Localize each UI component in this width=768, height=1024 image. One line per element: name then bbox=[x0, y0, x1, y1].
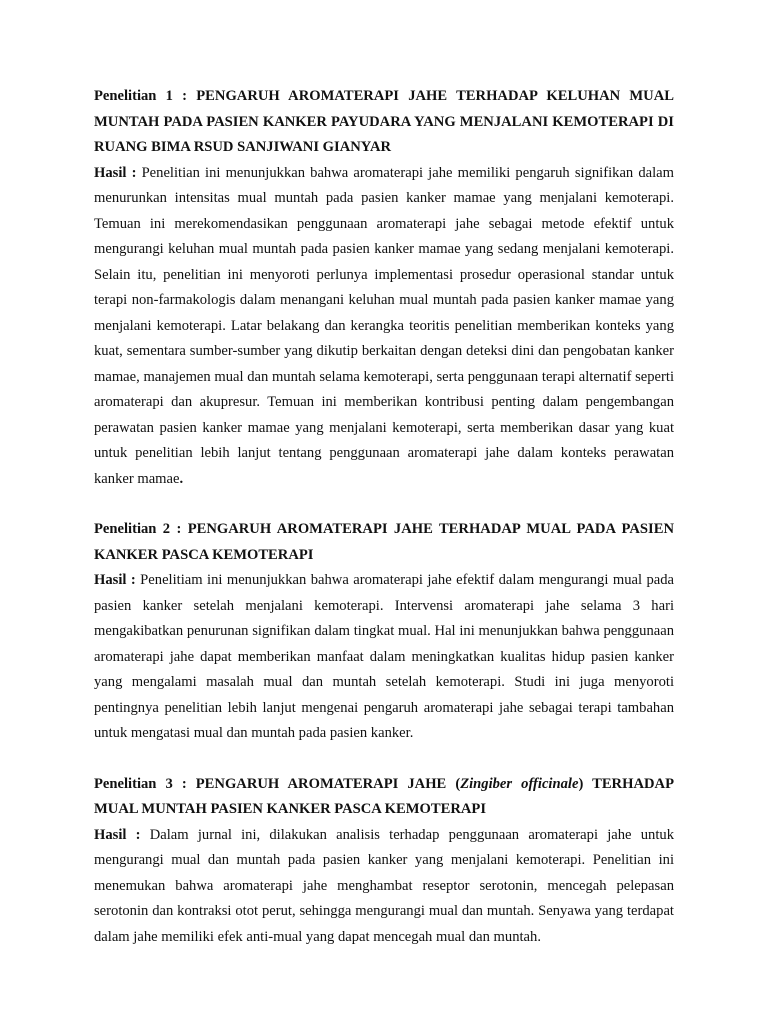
study-2-result-label: Hasil : bbox=[94, 572, 141, 588]
study-3-title-after: ) TERHADAP MUAL MUNTAH PASIEN KANKER PASCA KEMOTERAPI bbox=[94, 775, 674, 817]
study-1-title: PENGARUH AROMATERAPI JAHE TERHADAP KELUHAN MUAL MUNTAH PADA PASIEN KANKER PAYUDARA YANG MENJALANI KEMOTERAPI DI RUANG BIMA RSUD SANJIWANI GIANYAR bbox=[94, 88, 674, 155]
study-3-title-before: PENGARUH AROMATERAPI JAHE ( bbox=[195, 775, 461, 792]
study-1-result-text: Penelitian ini menunjukkan bahwa aromaterapi jahe memiliki pengaruh signifikan dalam menurunkan intensitas mual muntah pada pasien kanker mamae yang menjalani kemoterapi. Temuan ini merekomendasikan penggunaan aromaterapi jahe sebagai metode efektif untuk mengurangi keluhan mual muntah pada pasien kanker mamae yang sedang menjalani kemoterapi. Selain itu, penelitian ini menyoroti perlunya implementasi prosedur operasional standar untuk terapi non-farmakologis dalam menangani keluhan mual muntah pada pasien kanker mamae yang menjalani kemoterapi. Latar belakang dan kerangka teoritis penelitian memberikan konteks yang kuat, sementara sumber-sumber yang dikutip berkaitan dengan deteksi dini dan pengobatan kanker mamae, manajemen mual dan muntah selama kemoterapi, serta penggunaan terapi alternatif seperti aromaterapi dan akupresur. Temuan ini memberikan kontribusi penting dalam pengembangan perawatan pasien kanker mamae yang menjalani kemoterapi, serta memberikan dasar yang kuat untuk penelitian lebih lanjut tentang penggunaan aromaterapi jahe dalam konteks perawatan kanker mamae bbox=[94, 164, 675, 487]
study-1-result bbox=[94, 161, 674, 493]
study-1-label: Penelitian 1 : bbox=[94, 88, 197, 104]
study-2-title: PENGARUH AROMATERAPI JAHE TERHADAP MUAL PADA PASIEN KANKER PASCA KEMOTERAPI bbox=[94, 521, 674, 563]
study-3-result-text: Dalam jurnal ini, dilakukan analisis terhadap penggunaan aromaterapi jahe untuk mengurangi mual dan muntah pada pasien kanker yang menjalani kemoterapi. Penelitian ini menemukan bahwa aromaterapi jahe menghambat reseptor serotonin, mencegah pelepasan serotonin dan kontraksi otot perut, sehingga mengurangi mual dan muntah. Senyawa yang terdapat dalam jahe memiliki efek anti-mual yang dapat mencegah mual dan muntah. bbox=[94, 826, 674, 945]
study-2-heading bbox=[94, 517, 674, 568]
study-2-result bbox=[94, 568, 674, 747]
study-3-title-italic: Zingiber officinale bbox=[460, 775, 579, 792]
study-3-result bbox=[94, 823, 674, 951]
study-1-result-end: . bbox=[179, 470, 184, 487]
study-2-result-text: Penelitiam ini menunjukkan bahwa aromaterapi jahe efektif dalam mengurangi mual pada pasien kanker setelah menjalani kemoterapi. Intervensi aromaterapi jahe selama 3 hari mengakibatkan penurunan signifikan dalam tingkat mual. Hal ini menunjukkan bahwa penggunaan aromaterapi jahe dapat memberikan manfaat dalam meningkatkan kualitas hidup pasien kanker yang mengalami masalah mual dan muntah setelah kemoterapi. Studi ini juga menyoroti pentingnya penelitian lebih lanjut mengenai pengaruh aromaterapi jahe sebagai terapi tambahan untuk mengatasi mual dan muntah pada pasien kanker. bbox=[94, 572, 675, 741]
study-1 bbox=[94, 84, 674, 492]
study-2-label: Penelitian 2 : bbox=[94, 521, 188, 537]
study-1-heading bbox=[94, 84, 674, 161]
study-3-result-label: Hasil : bbox=[94, 826, 150, 843]
study-3 bbox=[94, 772, 674, 951]
study-1-result-label: Hasil : bbox=[94, 164, 142, 181]
study-3-label: Penelitian 3 : bbox=[94, 775, 196, 792]
study-3-heading bbox=[94, 772, 674, 823]
study-2 bbox=[94, 517, 674, 747]
